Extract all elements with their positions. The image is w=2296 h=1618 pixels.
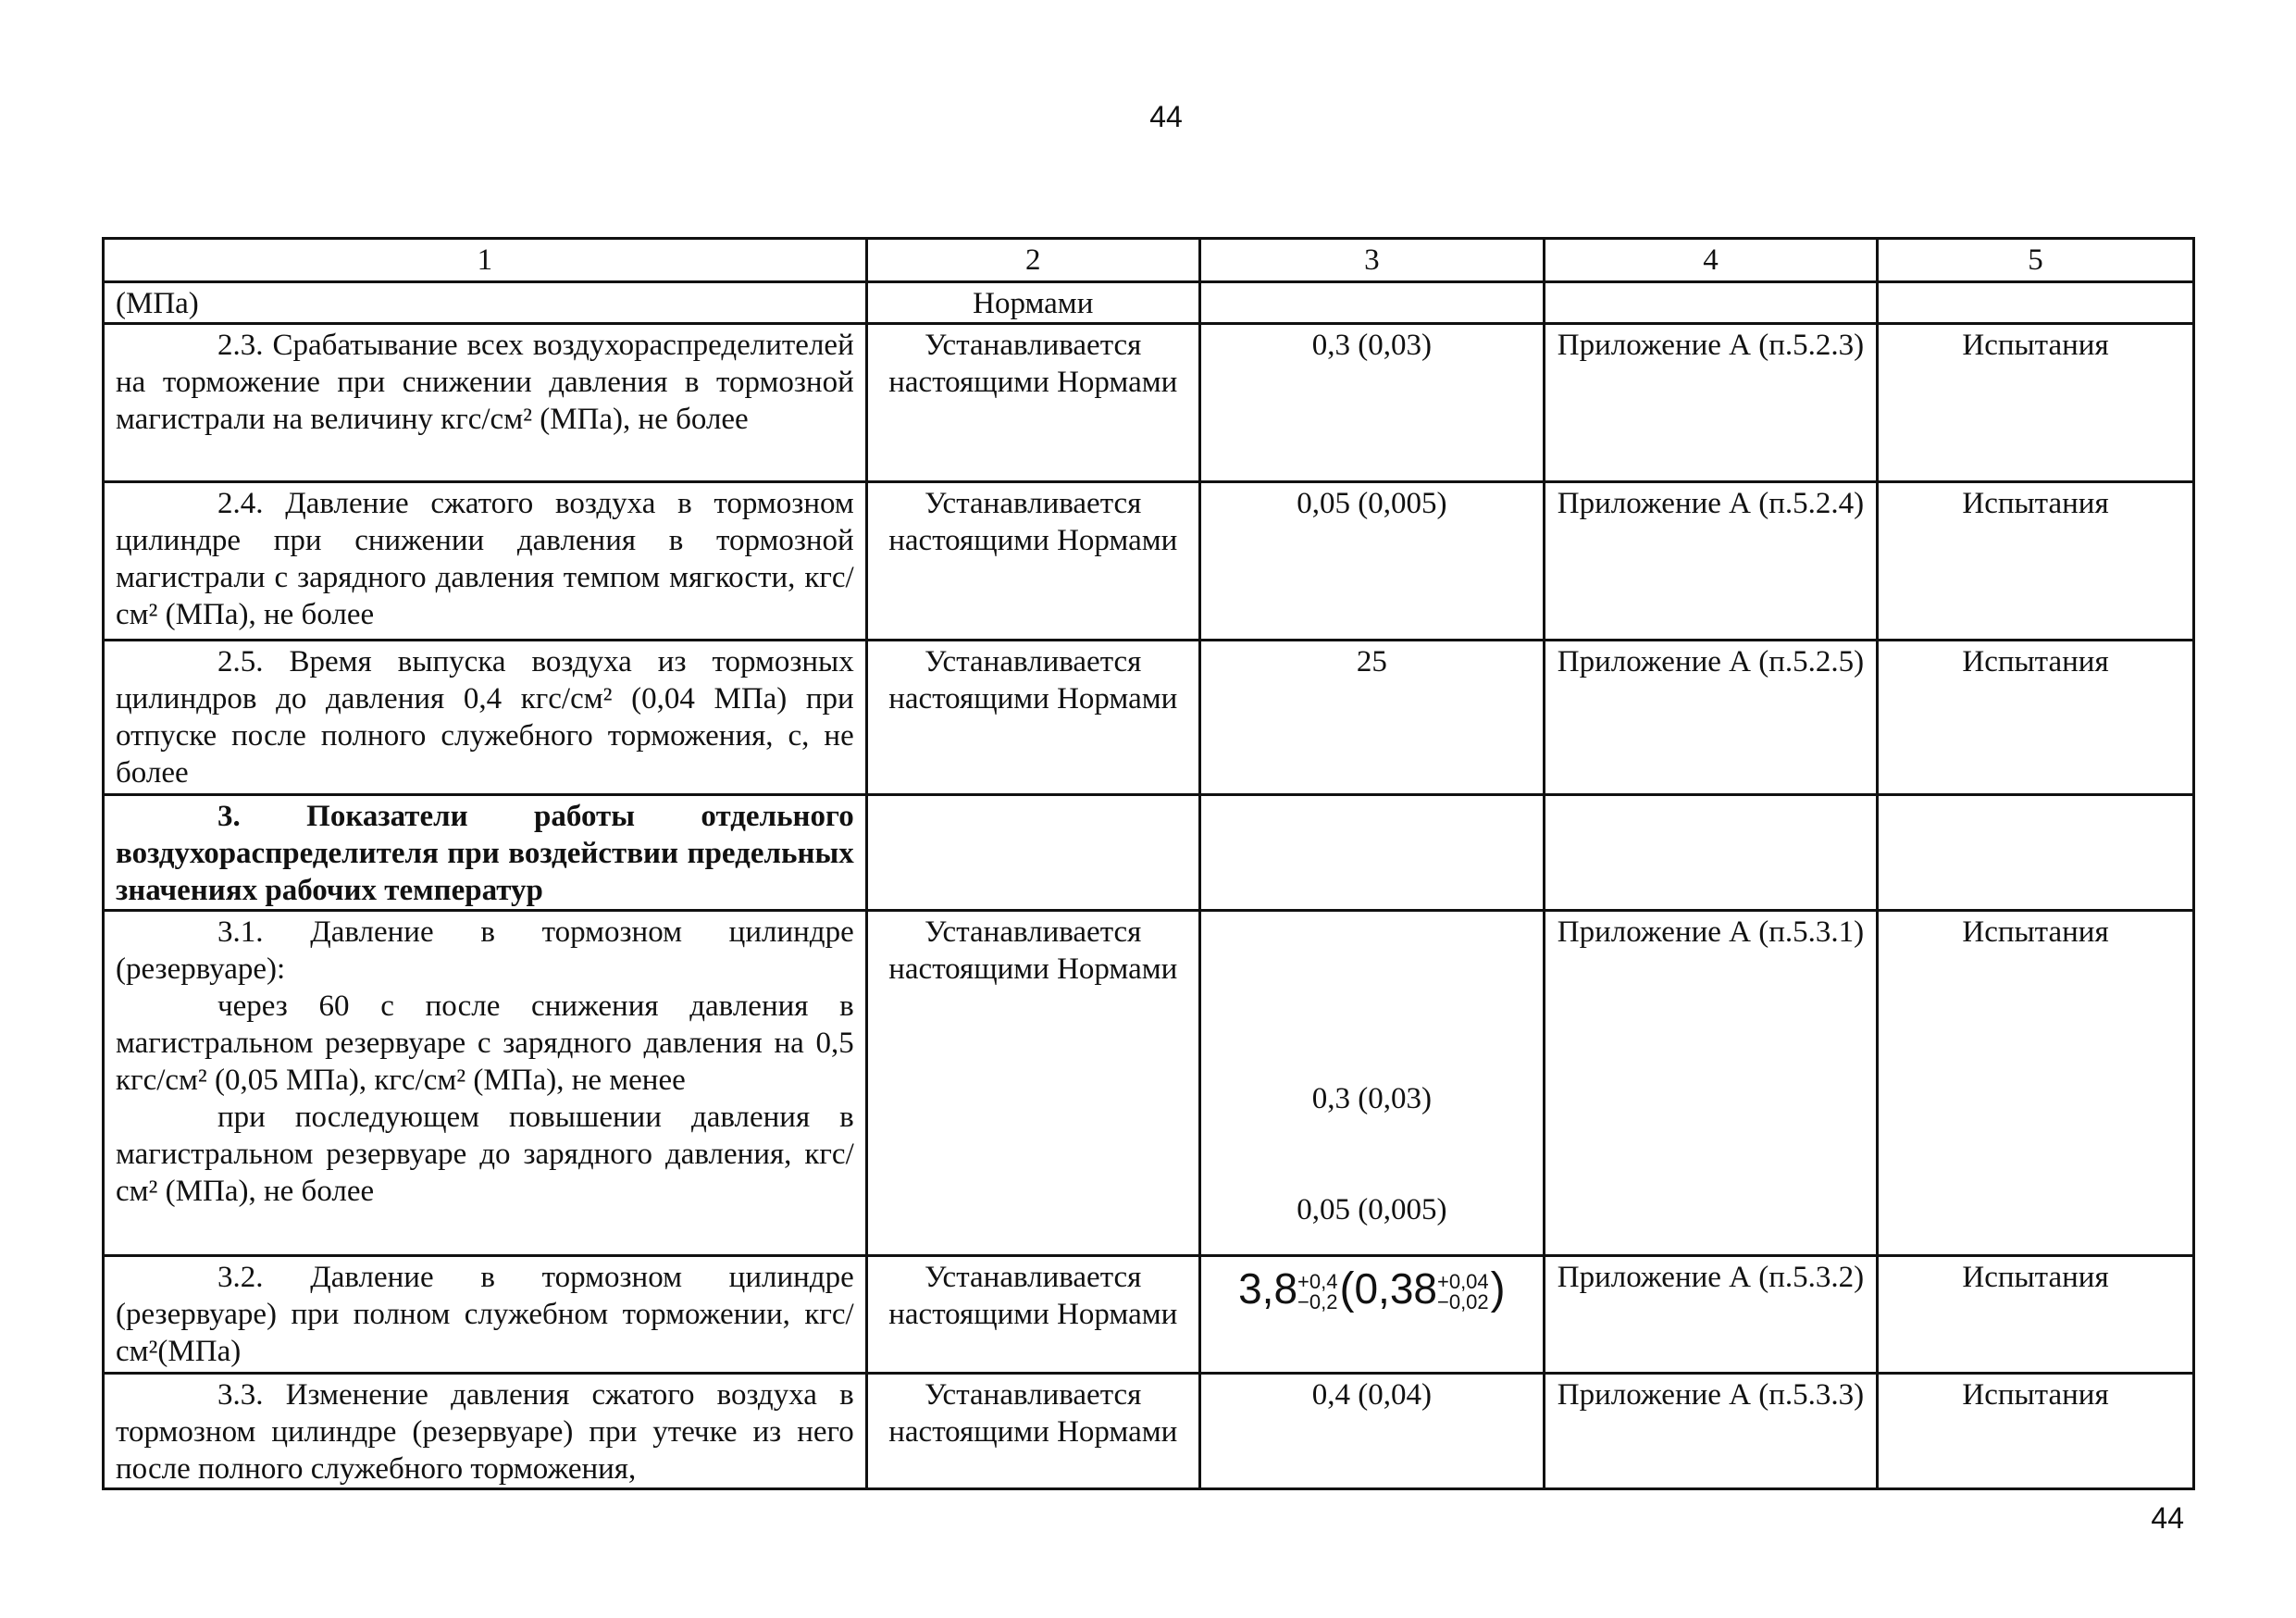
- cell-source: Устанавливается настоящими Нормами: [866, 911, 1199, 1256]
- column-header: 1: [104, 239, 867, 282]
- cell-parameter: [104, 911, 867, 1256]
- tolerance-base: 3,8: [1238, 1264, 1298, 1313]
- cell-value: [1199, 795, 1544, 911]
- cell-control: Испытания: [1878, 1256, 2194, 1374]
- table-row: [104, 911, 2194, 1256]
- section-title: 3. Показатели работы отдельного воздухораспределителя при воздействии предельных значениях рабочих температур: [104, 795, 867, 911]
- tolerance-limits: [1297, 1269, 1338, 1313]
- tolerance-lower-mpa: −0,02: [1436, 1289, 1489, 1313]
- cell-value: [1199, 911, 1544, 1256]
- cell-method: Приложение А (п.5.3.3): [1544, 1374, 1877, 1489]
- parameter-title: 3.1. Давление в тормозном цилиндре (резервуаре):: [116, 915, 854, 986]
- cell-control: Испытания: [1878, 911, 2194, 1256]
- page-number-bottom: 44: [2151, 1501, 2184, 1535]
- section-row: [104, 795, 2194, 911]
- cell-source: Устанавливается настоящими Нормами: [866, 482, 1199, 641]
- cell-source: Устанавливается настоящими Нормами: [866, 324, 1199, 482]
- cell-control: Испытания: [1878, 641, 2194, 795]
- table-header-row: [104, 239, 2194, 282]
- cell-control: Испытания: [1878, 1374, 2194, 1489]
- cell-value: 0,4 (0,04): [1199, 1374, 1544, 1489]
- cell-method: [1544, 282, 1877, 324]
- cell-source: Устанавливается настоящими Нормами: [866, 1374, 1199, 1489]
- cell-parameter: (МПа): [104, 282, 867, 324]
- table-row: [104, 641, 2194, 795]
- cell-parameter: 3.3. Изменение давления сжатого воздуха в тормозном цилиндре (резервуаре) при утечке из него после полного служебного торможения,: [104, 1374, 867, 1489]
- table-row: [104, 282, 2194, 324]
- table-row: [104, 324, 2194, 482]
- value-a: 0,3 (0,03): [1311, 1082, 1432, 1115]
- cell-parameter: 2.4. Давление сжатого воздуха в тормозном цилиндре при снижении давления в тормозной магистрали с зарядного давления темпом мягкости, кгс/см² (МПа), не более: [104, 482, 867, 641]
- paren-close: ): [1490, 1264, 1506, 1313]
- cell-control: [1878, 795, 2194, 911]
- table-row: [104, 1256, 2194, 1374]
- tolerance-upper: +0,4: [1297, 1269, 1338, 1293]
- cell-parameter: 3.2. Давление в тормозном цилиндре (резервуаре) при полном служебном торможении, кгс/см²(МПа): [104, 1256, 867, 1374]
- column-header: 5: [1878, 239, 2194, 282]
- column-header: 4: [1544, 239, 1877, 282]
- parameter-condition-a: через 60 с после снижения давления в магистральном резервуаре с зарядного давления на 0,5 кгс/см² (0,05 МПа), кгс/см² (МПа), не менее: [116, 989, 854, 1097]
- cell-value: 0,3 (0,03): [1199, 324, 1544, 482]
- cell-method: Приложение А (п.5.2.5): [1544, 641, 1877, 795]
- cell-value: [1199, 1256, 1544, 1374]
- tolerance-base-mpa: 0,38: [1354, 1264, 1437, 1313]
- cell-control: Испытания: [1878, 324, 2194, 482]
- table-row: [104, 482, 2194, 641]
- column-header: 3: [1199, 239, 1544, 282]
- cell-method: Приложение А (п.5.3.1): [1544, 911, 1877, 1256]
- cell-parameter: 2.3. Срабатывание всех воздухораспределителей на торможение при снижении давления в тормозной магистрали на величину кгс/см² (МПа), не более: [104, 324, 867, 482]
- column-header: 2: [866, 239, 1199, 282]
- value-b: 0,05 (0,005): [1297, 1193, 1447, 1226]
- cell-source: Устанавливается настоящими Нормами: [866, 641, 1199, 795]
- norms-table: [102, 237, 2195, 1490]
- cell-method: Приложение А (п.5.3.2): [1544, 1256, 1877, 1374]
- cell-value: 25: [1199, 641, 1544, 795]
- paren-open: (: [1339, 1264, 1355, 1313]
- cell-source: Устанавливается настоящими Нормами: [866, 1256, 1199, 1374]
- tolerance-limits-mpa: [1436, 1269, 1489, 1313]
- cell-method: Приложение А (п.5.2.4): [1544, 482, 1877, 641]
- cell-source: Нормами: [866, 282, 1199, 324]
- cell-value: 0,05 (0,005): [1199, 482, 1544, 641]
- cell-method: Приложение А (п.5.2.3): [1544, 324, 1877, 482]
- cell-method: [1544, 795, 1877, 911]
- cell-control: [1878, 282, 2194, 324]
- cell-control: Испытания: [1878, 482, 2194, 641]
- parameter-condition-b: при последующем повышении давления в магистральном резервуаре до зарядного давления, кгс/см² (МПа), не более: [116, 1101, 854, 1208]
- cell-source: [866, 795, 1199, 911]
- tolerance-lower: −0,2: [1297, 1289, 1338, 1313]
- table-row: [104, 1374, 2194, 1489]
- tolerance-value: [1238, 1264, 1506, 1313]
- cell-value: [1199, 282, 1544, 324]
- tolerance-upper-mpa: +0,04: [1436, 1269, 1489, 1293]
- cell-parameter: 2.5. Время выпуска воздуха из тормозных цилиндров до давления 0,4 кгс/см² (0,04 МПа) при отпуске после полного служебного торможения, с, не более: [104, 641, 867, 795]
- page-number-top: 44: [1149, 100, 1183, 133]
